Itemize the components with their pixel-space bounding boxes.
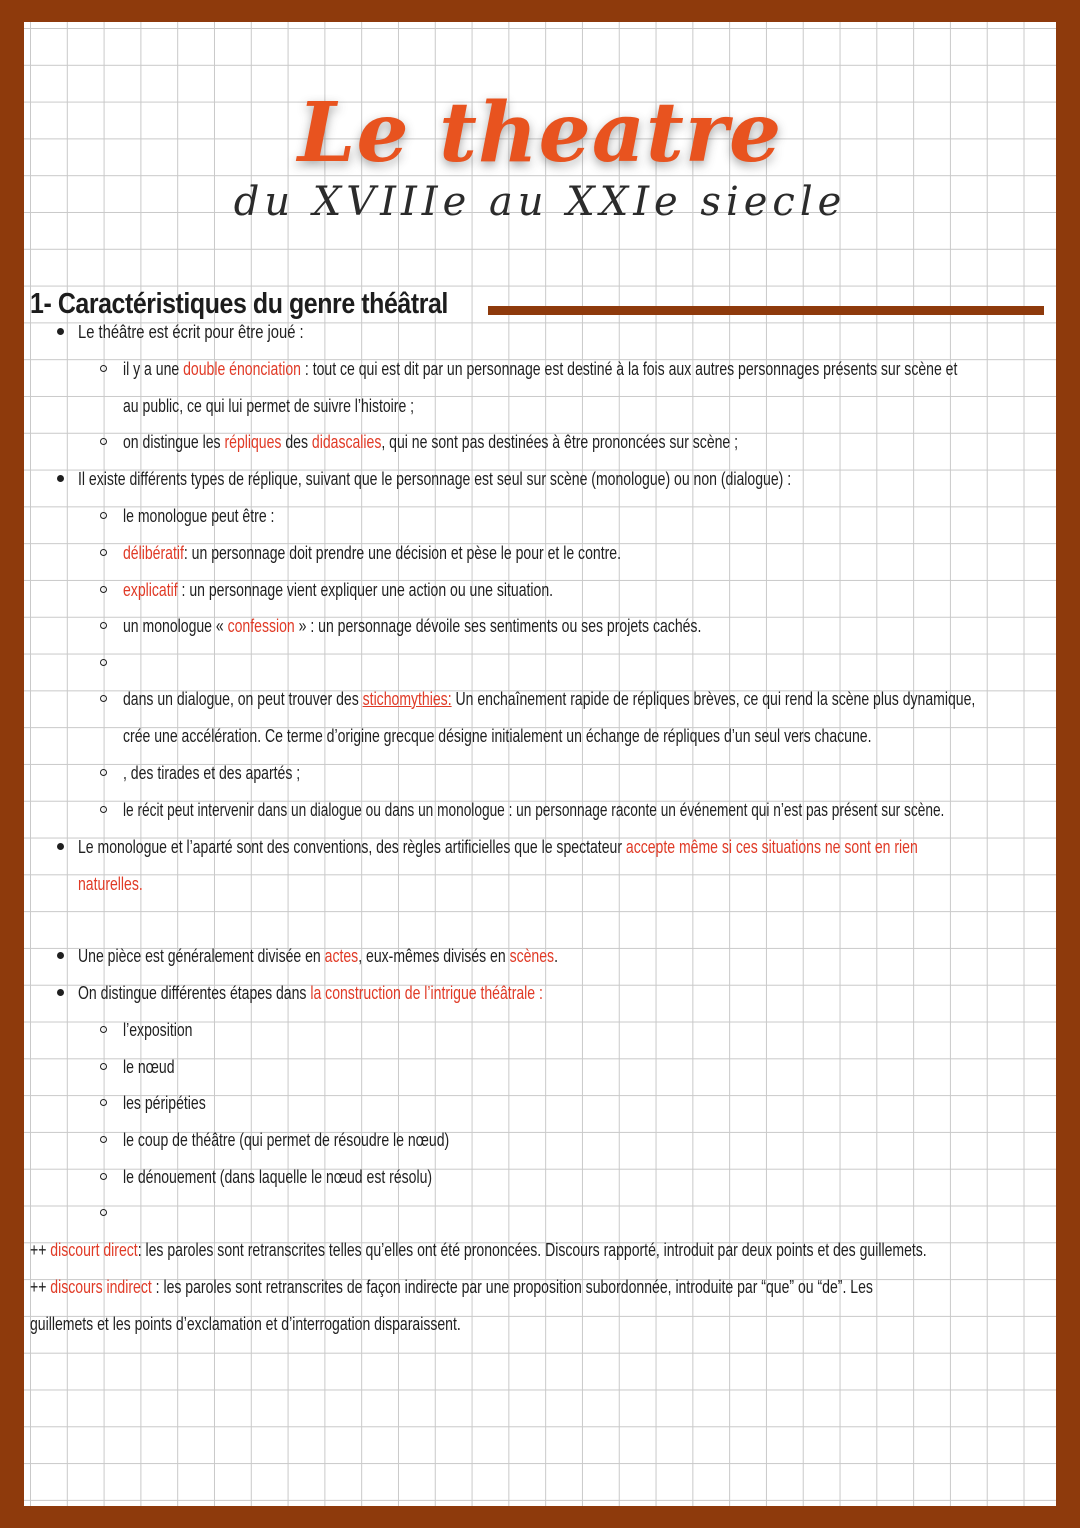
sub-bullet-circle [100, 806, 107, 813]
section-content [24, 22, 1056, 1506]
list-item: dans un dialogue, on peut trouver des stichomythies: Un enchaînement rapide de répliques brèves, ce qui rend la scène plus dynamique, [123, 689, 976, 709]
list-item: Il existe différents types de réplique, suivant que le personnage est seul sur scène (monologue) ou non (dialogue) : [78, 469, 792, 489]
sub-bullet-circle [100, 512, 107, 519]
list-item: le monologue peut être : [123, 506, 275, 526]
list-item: le dénouement (dans laquelle le nœud est résolu) [123, 1167, 433, 1187]
bullet-dot [57, 475, 64, 482]
sub-bullet-circle [100, 1099, 107, 1106]
sub-bullet-circle [100, 1173, 107, 1180]
list-item: Le théâtre est écrit pour être joué : [78, 322, 304, 342]
list-item: le nœud [123, 1057, 175, 1077]
sub-bullet-circle [100, 1136, 107, 1143]
list-item: Le monologue et l’aparté sont des conventions, des règles artificielles que le spectateur accepte même si ces situations ne sont en rien [78, 837, 918, 857]
page-subtitle: du XVIIIe au XXIe siecle [233, 179, 847, 225]
sub-bullet-circle-empty [100, 1209, 107, 1216]
list-item-continuation: au public, ce qui lui permet de suivre l’histoire ; [123, 396, 415, 416]
bullet-dot [57, 843, 64, 850]
list-item: l’exposition [123, 1020, 193, 1040]
sub-bullet-circle [100, 549, 107, 556]
sub-bullet-circle [100, 695, 107, 702]
sub-bullet-circle [100, 1026, 107, 1033]
list-item: Une pièce est généralement divisée en actes, eux-mêmes divisés en scènes. [78, 946, 558, 966]
list-item: on distingue les répliques des didascalies, qui ne sont pas destinées à être prononcées sur scène ; [123, 432, 739, 452]
bullet-dot [57, 989, 64, 996]
page-title: Le theatre [297, 85, 783, 181]
list-item: explicatif : un personnage vient expliquer une action ou une situation. [123, 580, 554, 600]
bullet-dot [57, 952, 64, 959]
list-item: , des tirades et des apartés ; [123, 763, 301, 783]
bullet-dot [57, 328, 64, 335]
section-heading: 1- Caractéristiques du genre théâtral [30, 288, 448, 320]
list-item-continuation: naturelles. [78, 874, 143, 894]
note-indirect-speech-continuation: guillemets et les points d’exclamation et d’interrogation disparaissent. [30, 1314, 461, 1334]
sub-bullet-circle [100, 1063, 107, 1070]
list-item: délibératif: un personnage doit prendre une décision et pèse le pour et le contre. [123, 543, 621, 563]
notebook-page [24, 22, 1056, 1506]
sub-bullet-circle-empty [100, 659, 107, 666]
note-indirect-speech: ++ discours indirect : les paroles sont retranscrites de façon indirecte par une proposition subordonnée, introduite par “que” ou “de”. Les [30, 1277, 873, 1297]
list-item: On distingue différentes étapes dans la construction de l’intrigue théâtrale : [78, 983, 543, 1003]
sub-bullet-circle [100, 365, 107, 372]
note-direct-speech: ++ discourt direct: les paroles sont retranscrites telles qu’elles ont été prononcées. Discours rapporté, introduit par deux points et des guillemets. [30, 1240, 927, 1260]
list-item: le récit peut intervenir dans un dialogue ou dans un monologue : un personnage raconte un événement qui n’est pas présent sur scène. [123, 800, 945, 820]
list-item: le coup de théâtre (qui permet de résoudre le nœud) [123, 1130, 450, 1150]
sub-bullet-circle [100, 769, 107, 776]
list-item-continuation: crée une accélération. Ce terme d’origine grecque désigne initialement un échange de répliques d’un seul vers chacune. [123, 726, 872, 746]
sub-bullet-circle [100, 438, 107, 445]
list-item: les péripéties [123, 1093, 206, 1113]
list-item: un monologue « confession » : un personnage dévoile ses sentiments ou ses projets cachés. [123, 616, 702, 636]
sub-bullet-circle [100, 622, 107, 629]
sub-bullet-circle [100, 586, 107, 593]
list-item: il y a une double énonciation : tout ce qui est dit par un personnage est destiné à la fois aux autres personnages présents sur scène et [123, 359, 958, 379]
